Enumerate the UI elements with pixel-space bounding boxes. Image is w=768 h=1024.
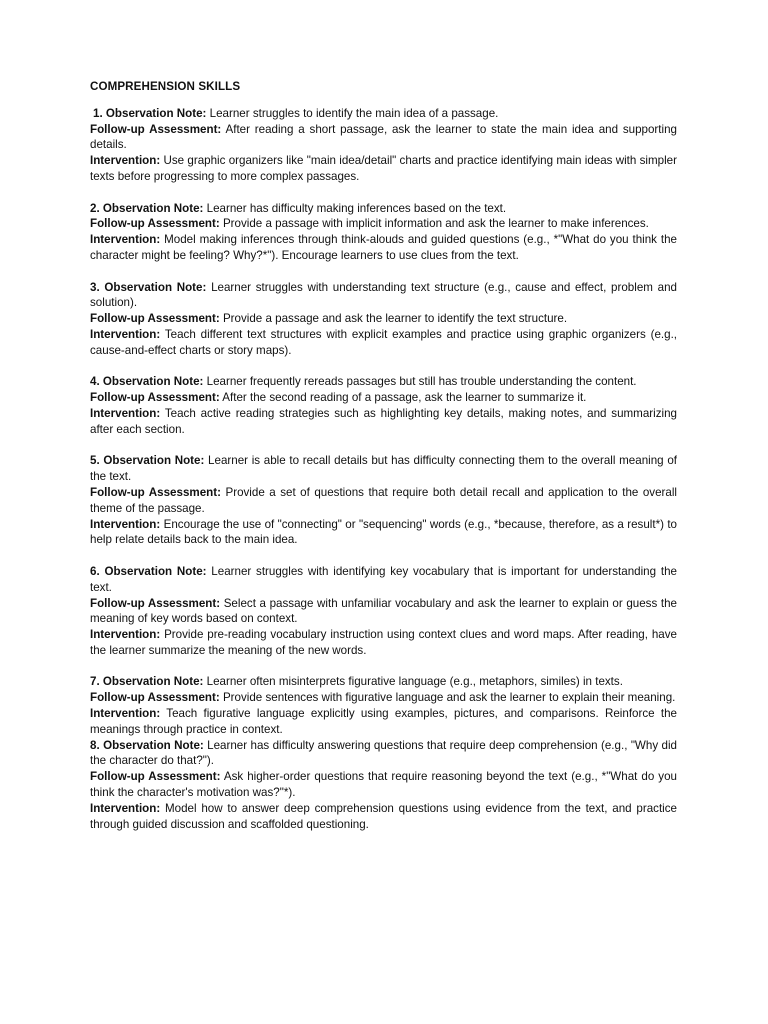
intervention-label: Intervention: [90,801,161,815]
followup-label: Follow-up Assessment: [90,391,220,405]
followup-text: Select a passage with unfamiliar vocabulary and ask the learner to explain or guess the meaning of key words based on context. [90,596,677,626]
followup-line [90,122,677,154]
intervention-text: Use graphic organizers like "main idea/detail" charts and practice identifying main ideas with simpler texts before progressing to more complex passages. [90,154,677,183]
followup-label: Follow-up Assessment: [90,217,220,231]
followup-text: After the second reading of a passage, ask the learner to summarize it. [222,391,587,405]
followup-line [90,311,677,327]
followup-label: Follow-up Assessment: [90,691,220,705]
intervention-text: Teach figurative language explicitly using examples, pictures, and comparisons. Reinforce the meanings through practice in context. [90,707,677,736]
observation-label: 3. Observation Note: [90,280,207,294]
intervention-line [90,627,677,659]
observation-label: 5. Observation Note: [90,454,205,468]
followup-line [90,485,677,517]
followup-line [90,390,677,406]
observation-text: Learner struggles with understanding text structure (e.g., cause and effect, problem and solution). [90,280,677,310]
followup-text: Provide sentences with figurative language and ask the learner to explain their meaning. [222,691,676,705]
observation-text: Learner has difficulty answering questions that require deep comprehension (e.g., "Why did the character do that?"). [90,738,677,768]
observation-label: 6. Observation Note: [90,564,207,578]
observation-label: 2. Observation Note: [90,201,204,215]
observation-line [90,201,677,217]
observation-item-7 [90,674,677,737]
observation-label: 7. Observation Note: [90,675,204,689]
followup-text: Ask higher-order questions that require reasoning beyond the text (e.g., *"What do you think the character's motivation was?"*). [90,770,677,800]
intervention-label: Intervention: [90,154,161,168]
observation-text: Learner often misinterprets figurative language (e.g., metaphors, similes) in texts. [206,675,623,689]
observation-line [90,280,677,312]
intervention-text: Encourage the use of "connecting" or "sequencing" words (e.g., *because, therefore, as a result*) to help relate details back to the main idea. [90,517,677,547]
followup-text: Provide a passage and ask the learner to identify the text structure. [222,312,568,326]
observation-item-1 [90,106,677,185]
document-body [90,79,677,848]
intervention-label: Intervention: [90,406,161,420]
observation-item-3 [90,280,677,359]
observation-line [90,106,677,122]
intervention-line [90,153,677,185]
intervention-line [90,517,677,549]
observation-text: Learner struggles to identify the main idea of a passage. [209,106,499,120]
observation-line [90,453,677,485]
intervention-label: Intervention: [90,233,161,247]
followup-label: Follow-up Assessment: [90,122,222,136]
observation-item-2 [90,201,677,264]
intervention-line [90,801,677,833]
followup-line [90,596,677,628]
followup-label: Follow-up Assessment: [90,770,221,784]
observation-item-4 [90,374,677,437]
observation-text: Learner frequently rereads passages but still has trouble understanding the content. [206,375,637,389]
intervention-label: Intervention: [90,707,161,721]
intervention-line [90,232,677,264]
observation-item-5 [90,453,677,548]
observation-text: Learner struggles with identifying key vocabulary that is important for understanding the text. [90,564,677,594]
observation-line [90,738,677,770]
followup-line [90,769,677,801]
followup-text: After reading a short passage, ask the learner to state the main idea and supporting details. [90,122,677,152]
observation-item-8 [90,738,677,833]
observation-line [90,674,677,690]
intervention-text: Teach different text structures with explicit examples and practice using graphic organizers (e.g., cause-and-effect charts or story maps). [90,327,678,357]
intervention-label: Intervention: [90,517,161,531]
followup-line [90,690,677,706]
followup-label: Follow-up Assessment: [90,596,221,610]
observation-line [90,564,677,596]
observation-label: 4. Observation Note: [90,375,204,389]
intervention-line [90,406,677,438]
intervention-line [90,706,677,738]
observation-label: 1. Observation Note: [93,106,207,120]
followup-text: Provide a passage with implicit information and ask the learner to make inferences. [222,217,649,231]
document-heading: COMPREHENSION SKILLS [90,80,241,93]
intervention-text: Model making inferences through think-alouds and guided questions (e.g., *"What do you think the character might be feeling? Why?*"). Encourage learners to use clues from the text. [90,233,677,262]
observation-text: Learner has difficulty making inferences based on the text. [206,201,507,215]
intervention-line [90,327,677,359]
followup-text: Provide a set of questions that require both detail recall and application to the overall theme of the passage. [90,485,677,515]
observation-item-6 [90,564,677,659]
intervention-label: Intervention: [90,628,161,642]
intervention-label: Intervention: [90,327,161,341]
followup-label: Follow-up Assessment: [90,485,221,499]
intervention-text: Provide pre-reading vocabulary instruction using context clues and word maps. After reading, have the learner summarize the meaning of the new words. [90,628,677,657]
observation-line [90,374,677,390]
intervention-text: Teach active reading strategies such as highlighting key details, making notes, and summarizing after each section. [90,406,677,436]
observation-text: Learner is able to recall details but has difficulty connecting them to the overall meaning of the text. [90,454,677,484]
intervention-text: Model how to answer deep comprehension questions using evidence from the text, and practice through guided discussion and scaffolded questioning. [90,801,677,831]
observation-label: 8. Observation Note: [90,738,204,752]
followup-label: Follow-up Assessment: [90,312,220,326]
followup-line [90,216,677,232]
observation-list [90,106,677,833]
